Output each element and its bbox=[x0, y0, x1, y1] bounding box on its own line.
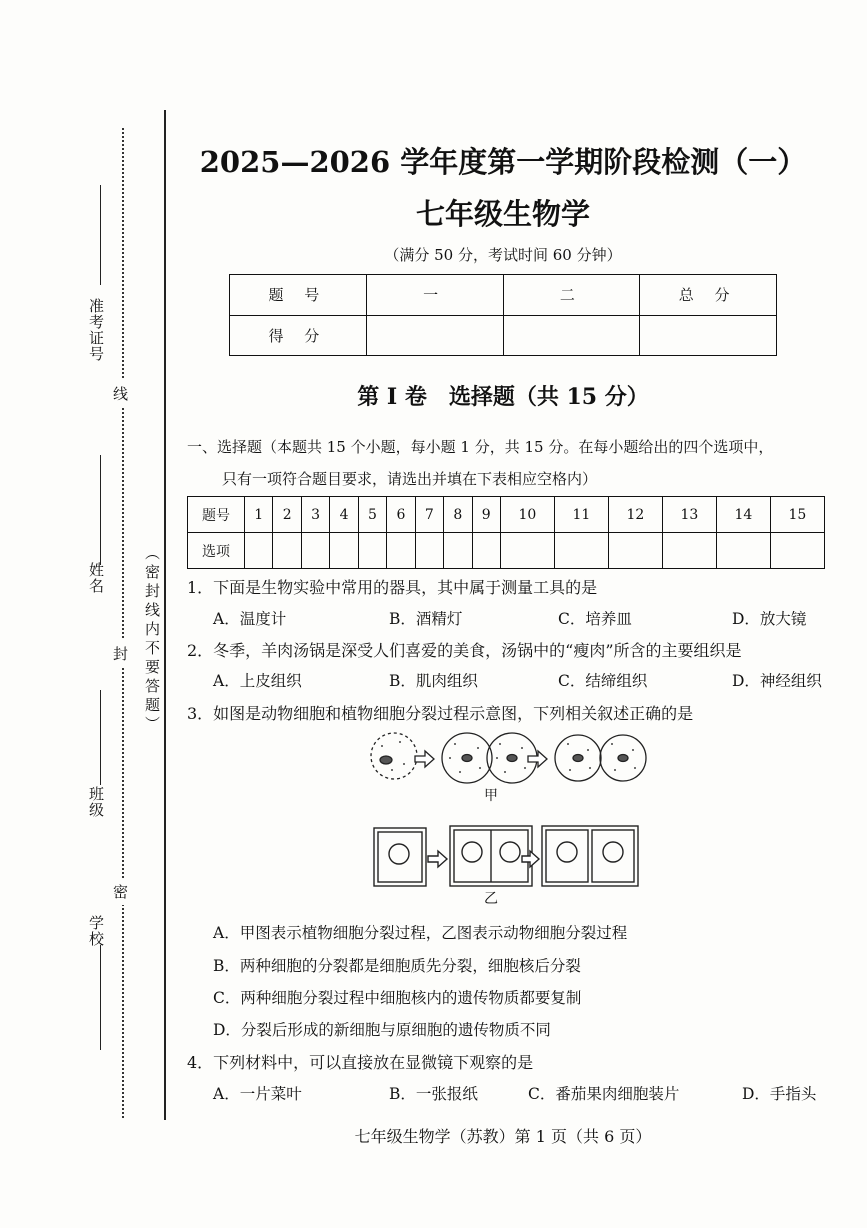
score-header-number: 题 号 bbox=[230, 275, 367, 316]
answer-cell-2[interactable] bbox=[273, 533, 301, 569]
admission-label: 准考证号 bbox=[87, 298, 105, 362]
answer-number-11: 11 bbox=[554, 497, 608, 533]
answer-number-9: 9 bbox=[472, 497, 500, 533]
question-4-option-c[interactable]: C．番茄果肉细胞装片 bbox=[528, 1085, 680, 1103]
seal-note: （密封线内不要答题） bbox=[143, 545, 161, 735]
question-3-stem: 3．如图是动物细胞和植物细胞分裂过程示意图，下列相关叙述正确的是 bbox=[187, 704, 694, 723]
answer-number-15: 15 bbox=[770, 497, 824, 533]
answer-table bbox=[187, 496, 825, 569]
figure-label-jia: 甲 bbox=[484, 788, 498, 804]
section-title: 第 Ⅰ 卷 选择题（共 15 分） bbox=[357, 384, 649, 410]
score-cell-total[interactable] bbox=[640, 315, 777, 356]
school-label: 学校 bbox=[87, 915, 105, 947]
answer-cell-14[interactable] bbox=[716, 533, 770, 569]
animal-cell-division-diagram bbox=[371, 733, 646, 783]
name-blank[interactable] bbox=[100, 455, 101, 565]
score-cell-part2[interactable] bbox=[503, 315, 640, 356]
answer-cell-12[interactable] bbox=[608, 533, 662, 569]
question-2-option-b[interactable]: B．肌肉组织 bbox=[389, 672, 478, 690]
answer-number-13: 13 bbox=[662, 497, 716, 533]
class-label: 班级 bbox=[87, 786, 105, 818]
question-3-option-b[interactable]: B．两种细胞的分裂都是细胞质先分裂，细胞核后分裂 bbox=[213, 957, 581, 975]
answer-number-8: 8 bbox=[444, 497, 472, 533]
answer-row-option-label: 选项 bbox=[188, 533, 245, 569]
name-label: 姓名 bbox=[87, 562, 105, 594]
cell-division-figure bbox=[360, 728, 650, 908]
question-3-option-d[interactable]: D．分裂后形成的新细胞与原细胞的遗传物质不同 bbox=[213, 1021, 551, 1039]
seal-dotted-line bbox=[122, 128, 124, 1118]
answer-number-3: 3 bbox=[301, 497, 329, 533]
question-1-option-c[interactable]: C．培养皿 bbox=[558, 610, 632, 628]
figure-label-yi: 乙 bbox=[484, 891, 498, 907]
answer-number-7: 7 bbox=[415, 497, 443, 533]
question-1-option-d[interactable]: D．放大镜 bbox=[732, 610, 807, 628]
answer-cell-15[interactable] bbox=[770, 533, 824, 569]
answer-cell-1[interactable] bbox=[245, 533, 273, 569]
score-header-part1: 一 bbox=[366, 275, 503, 316]
question-3-option-a[interactable]: A．甲图表示植物细胞分裂过程，乙图表示动物细胞分裂过程 bbox=[213, 924, 628, 942]
question-1-option-b[interactable]: B．酒精灯 bbox=[389, 610, 463, 628]
answer-cell-3[interactable] bbox=[301, 533, 329, 569]
instruction-line-2: 只有一项符合题目要求，请选出并填在下表相应空格内） bbox=[222, 470, 598, 488]
seal-mark-line: 线 bbox=[113, 380, 128, 407]
score-row-label: 得 分 bbox=[230, 315, 367, 356]
answer-cell-8[interactable] bbox=[444, 533, 472, 569]
answer-cell-4[interactable] bbox=[330, 533, 358, 569]
answer-number-5: 5 bbox=[358, 497, 386, 533]
page-footer: 七年级生物学（苏教）第 1 页（共 6 页） bbox=[354, 1127, 652, 1146]
exam-title: 2025—2026 学年度第一学期阶段检测（一） bbox=[199, 145, 807, 179]
question-1-option-a[interactable]: A．温度计 bbox=[213, 610, 287, 628]
question-2-stem: 2．冬季，羊肉汤锅是深受人们喜爱的美食，汤锅中的“瘦肉”所含的主要组织是 bbox=[187, 641, 742, 660]
question-4-option-b[interactable]: B．一张报纸 bbox=[389, 1085, 478, 1103]
answer-cell-11[interactable] bbox=[554, 533, 608, 569]
score-header-part2: 二 bbox=[503, 275, 640, 316]
seal-mark-seal: 封 bbox=[113, 640, 128, 667]
exam-note: （满分 50 分，考试时间 60 分钟） bbox=[384, 246, 622, 264]
answer-number-1: 1 bbox=[245, 497, 273, 533]
question-4-option-d[interactable]: D．手指头 bbox=[742, 1085, 817, 1103]
answer-cell-7[interactable] bbox=[415, 533, 443, 569]
answer-number-4: 4 bbox=[330, 497, 358, 533]
plant-cell-division-diagram bbox=[374, 826, 638, 886]
answer-number-12: 12 bbox=[608, 497, 662, 533]
instruction-line-1: 一、选择题（本题共 15 个小题，每小题 1 分，共 15 分。在每小题给出的四个选项中， bbox=[187, 438, 774, 456]
answer-number-10: 10 bbox=[500, 497, 554, 533]
answer-number-6: 6 bbox=[387, 497, 415, 533]
answer-cell-9[interactable] bbox=[472, 533, 500, 569]
class-blank[interactable] bbox=[100, 690, 101, 785]
score-table bbox=[229, 274, 777, 356]
answer-cell-5[interactable] bbox=[358, 533, 386, 569]
answer-cell-10[interactable] bbox=[500, 533, 554, 569]
question-4-stem: 4．下列材料中，可以直接放在显微镜下观察的是 bbox=[187, 1053, 534, 1072]
answer-cell-13[interactable] bbox=[662, 533, 716, 569]
score-header-total: 总 分 bbox=[640, 275, 777, 316]
question-2-option-c[interactable]: C．结缔组织 bbox=[558, 672, 648, 690]
answer-cell-6[interactable] bbox=[387, 533, 415, 569]
answer-number-14: 14 bbox=[716, 497, 770, 533]
school-blank[interactable] bbox=[100, 945, 101, 1050]
question-2-option-a[interactable]: A．上皮组织 bbox=[213, 672, 302, 690]
answer-row-number-label: 题号 bbox=[188, 497, 245, 533]
seal-mark-secret: 密 bbox=[113, 878, 128, 905]
score-cell-part1[interactable] bbox=[366, 315, 503, 356]
question-2-option-d[interactable]: D．神经组织 bbox=[732, 672, 822, 690]
question-3-option-c[interactable]: C．两种细胞分裂过程中细胞核内的遗传物质都要复制 bbox=[213, 989, 582, 1007]
question-4-option-a[interactable]: A．一片菜叶 bbox=[213, 1085, 302, 1103]
answer-number-2: 2 bbox=[273, 497, 301, 533]
binding-line bbox=[164, 110, 166, 1120]
admission-blank[interactable] bbox=[100, 185, 101, 285]
subject-title: 七年级生物学 bbox=[415, 197, 590, 231]
question-1-stem: 1．下面是生物实验中常用的器具，其中属于测量工具的是 bbox=[187, 578, 598, 597]
